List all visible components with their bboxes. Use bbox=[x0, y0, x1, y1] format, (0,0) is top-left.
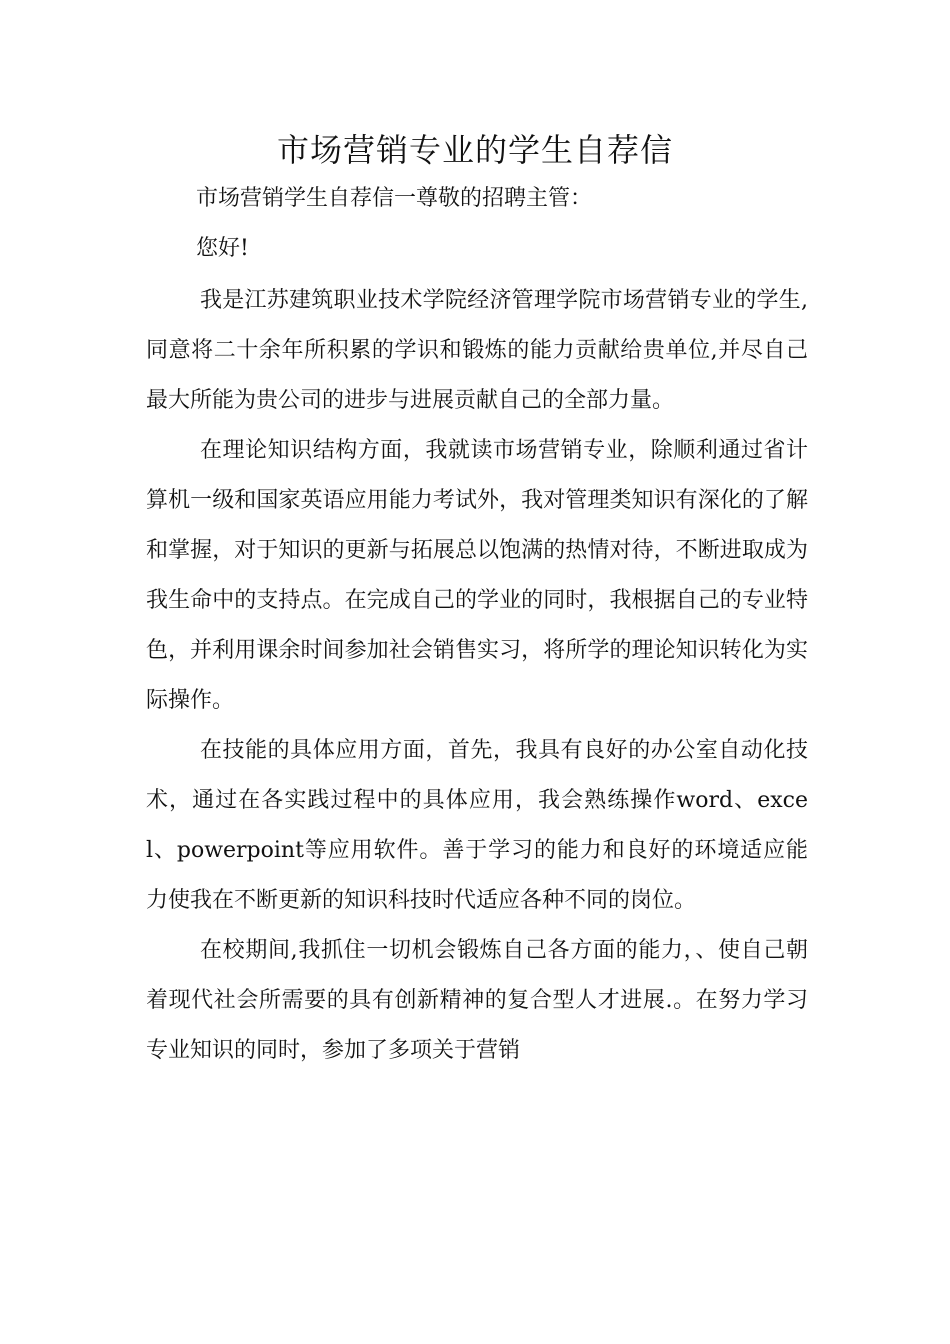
paragraph-campus: 在校期间,我抓住一切机会锻炼自己各方面的能力，、使自己朝着现代社会所需要的具有创新精神的复合型人才进展.。在努力学习专业知识的同时，参加了多项关于营销 bbox=[146, 938, 808, 1063]
paragraph-skills: 在技能的具体应用方面，首先，我具有良好的办公室自动化技术，通过在各实践过程中的具体应用，我会熟练操作word、excel、powerpoint等应用软件。善于学习的能力和良好的环境适应能力使我在不断更新的知识科技时代适应各种不同的岗位。 bbox=[146, 738, 808, 913]
salutation-line: 市场营销学生自荐信一尊敬的招聘主管： bbox=[196, 186, 593, 211]
paragraph-theory: 在理论知识结构方面，我就读市场营销专业，除顺利通过省计算机一级和国家英语应用能力考试外，我对管理类知识有深化的了解和掌握，对于知识的更新与拓展总以饱满的热情对待，不断进取成为我生命中的支持点。在完成自己的学业的同时，我根据自己的专业特色，并利用课余时间参加社会销售实习，将所学的理论知识转化为实际操作。 bbox=[146, 438, 808, 713]
letter-body bbox=[146, 174, 808, 1076]
paragraph-intro: 我是江苏建筑职业技术学院经济管理学院市场营销专业的学生, 同意将二十余年所积累的学识和锻炼的能力贡献给贵单位,并尽自己最大所能为贵公司的进步与进展贡献自己的全部力量。 bbox=[146, 288, 808, 413]
greeting-line: 您好! bbox=[196, 236, 249, 261]
document-title: 市场营销专业的学生自荐信 bbox=[276, 131, 673, 169]
